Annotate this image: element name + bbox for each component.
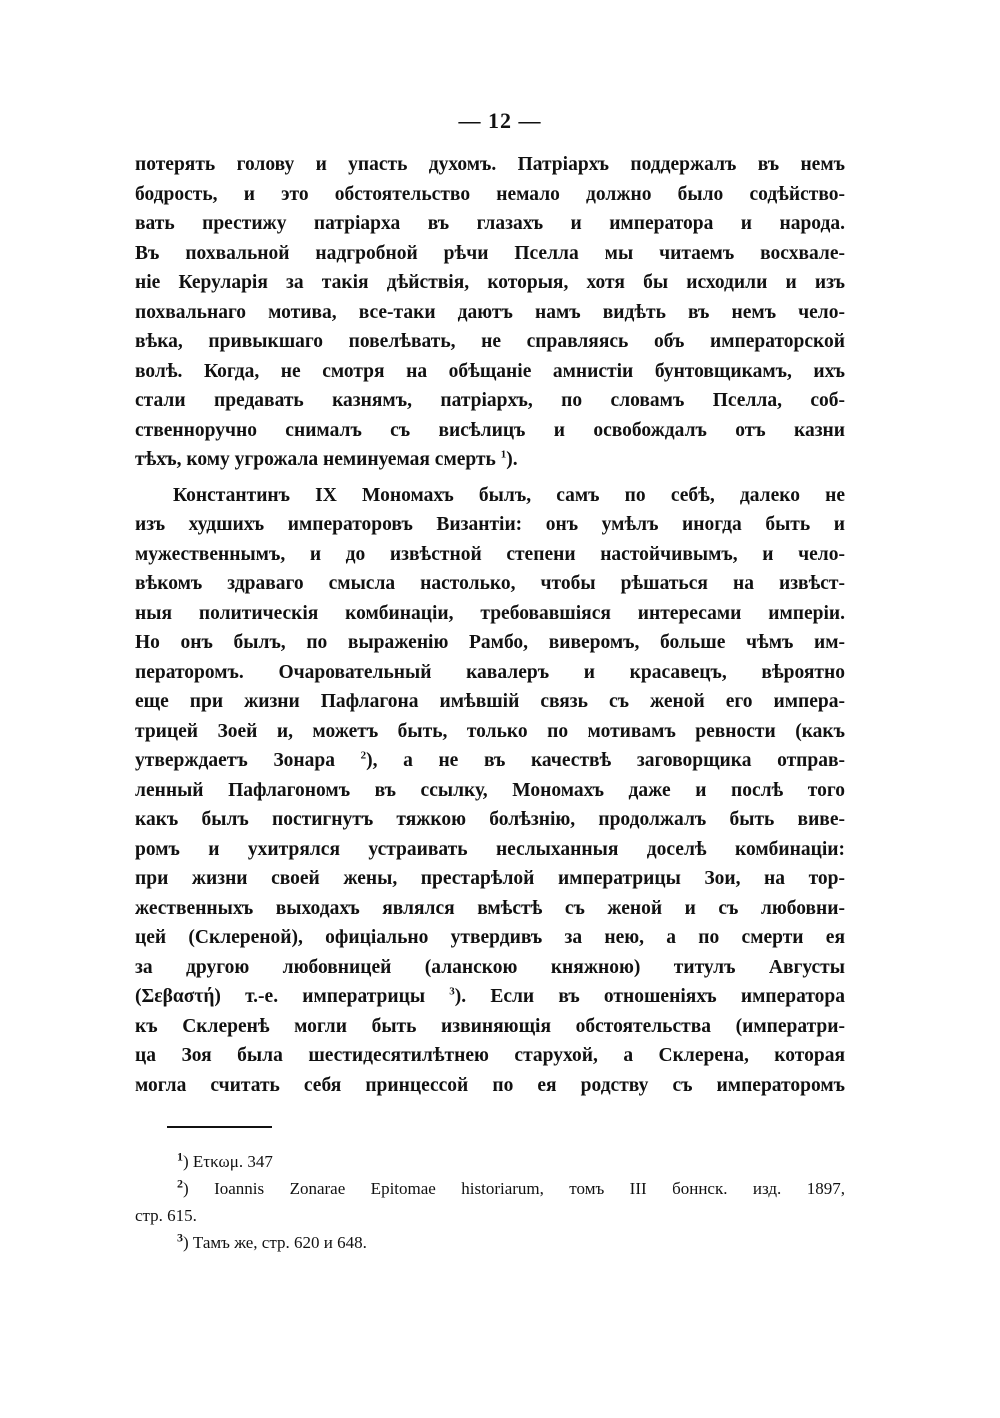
text-line: изъ худшихъ императоровъ Византіи: онъ умѣлъ иногда быть и (135, 514, 845, 535)
text-line: стали предавать казнямъ, патріархъ, по словамъ Пселла, соб- (135, 390, 845, 411)
line-text: ), а не въ качествѣ заговорщика отправ- (366, 750, 845, 771)
text-line: вѣкомъ здраваго смысла настолько, чтобы рѣшаться на извѣст- (135, 573, 845, 594)
text-line: похвальнаго мотива, все-таки даютъ намъ видѣть въ немъ чело- (135, 301, 845, 323)
text-line: при жизни своей жены, престарѣлой императрицы Зои, на тор- (135, 868, 845, 889)
text-line (135, 445, 845, 475)
text-line: Константинъ IX Мономахъ былъ, самъ по себѣ, далеко не (173, 484, 845, 506)
footnote-ref: 1 (500, 448, 507, 461)
footnote-text: Ετκωμ. 347 (192, 1152, 273, 1171)
text-line: за другою любовницей (аланскою княжною) титулъ Августы (135, 956, 845, 978)
text-line: ленный Пафлагономъ въ ссылку, Мономахъ даже и послѣ того (135, 779, 845, 801)
text-line: трицей Зоей и, можетъ быть, только по мотивамъ ревности (какъ (135, 720, 845, 742)
text-line: ца Зоя была шестидесятилѣтнею старухой, а Склерена, которая (135, 1045, 845, 1066)
footnote: $^1$) Ετκωμ. 347 (177, 1149, 273, 1171)
text-line: Въ похвальной надгробной рѣчи Пселла мы читаемъ восхвале- (135, 242, 845, 264)
footnote-text: Тамъ же, стр. 620 и 648. (192, 1233, 367, 1252)
line-tail: ). (506, 449, 518, 470)
text-line: мужественнымъ, и до извѣстной степени настойчивымъ, и чело- (135, 543, 845, 565)
text-line: вѣка, привыкшаго повелѣвать, не справляясь объ императорской (135, 331, 845, 352)
footnote-continuation: стр. 615. (135, 1206, 197, 1225)
footnote-text: Ioannis Zonarae Epitomae historiarum, томъ III боннск. изд. 1897, (214, 1179, 845, 1198)
footnote: $^3$) Тамъ же, стр. 620 и 648. (177, 1230, 367, 1252)
text-line: къ Склеренѣ могли быть извиняющія обстоятельства (императри- (135, 1015, 845, 1037)
footnote-mark: 3 (177, 1230, 183, 1245)
footnote-mark: 2 (177, 1176, 183, 1191)
page-number: — 12 — (458, 108, 542, 133)
text-line: еще при жизни Пафлагона имѣвшій связь съ женой его импера- (135, 691, 845, 712)
body-text (135, 150, 845, 1100)
text-line: ныя политическія комбинаціи, требовавшіяся интересами имперіи. (135, 602, 845, 624)
text-line: ніе Керуларія за такія дѣйствія, которыя, хотя бы исходили и изъ (135, 272, 845, 293)
text-line (135, 746, 845, 776)
text-line: бодрость, и это обстоятельство немало должно было содѣйство- (135, 183, 845, 205)
text-line: волѣ. Когда, не смотря на обѣщаніе амнистіи бунтовщикамъ, ихъ (135, 360, 845, 382)
text-line: могла считать себя принцессой по ея родству съ императоромъ (135, 1074, 845, 1096)
text-line: ператоромъ. Очаровательный кавалеръ и красавецъ, вѣроятно (135, 661, 845, 683)
footnotes (135, 1148, 845, 1256)
line-text: утверждаетъ Зонара (135, 750, 335, 771)
text-line: ромъ и ухитрялся устраивать неслыханныя доселѣ комбинаціи: (135, 838, 845, 860)
line-text: тѣхъ, кому угрожала неминуемая смерть (135, 449, 496, 470)
footnote: $^2$) Ioannis Zonarae Epitomae historiarum, томъ III боннск. изд. 1897, (177, 1176, 845, 1198)
footnote-ref: 2 (360, 749, 367, 762)
footnote-ref: 3 (449, 985, 455, 998)
text-line: какъ былъ постигнутъ тяжкою болѣзнію, продолжалъ быть виве- (135, 809, 845, 830)
text-line: вать престижу патріарха въ глазахъ и императора и народа. (135, 213, 845, 234)
text-line: потерять голову и упасть духомъ. Патріархъ поддержалъ въ немъ (135, 154, 845, 175)
text-line: жественныхъ выходахъ являлся вмѣстѣ съ женой и съ любовни- (135, 897, 845, 919)
text-line: ственноручно снималъ съ висѣлицъ и освобождалъ отъ казни (135, 419, 845, 441)
text-line: Но онъ былъ, по выраженію Рамбо, виверомъ, больше чѣмъ им- (135, 632, 845, 653)
text-line: цей (Склереной), офиціально утвердивъ за нею, а по смерти ея (135, 927, 845, 948)
line-text: ). Если въ отношеніяхъ императора (454, 986, 845, 1007)
text-line (135, 982, 845, 1012)
line-text: (Σεβαστή) т.-е. императрицы (135, 986, 426, 1007)
footnote-mark: 1 (177, 1149, 183, 1164)
footnote-divider (167, 1126, 272, 1128)
